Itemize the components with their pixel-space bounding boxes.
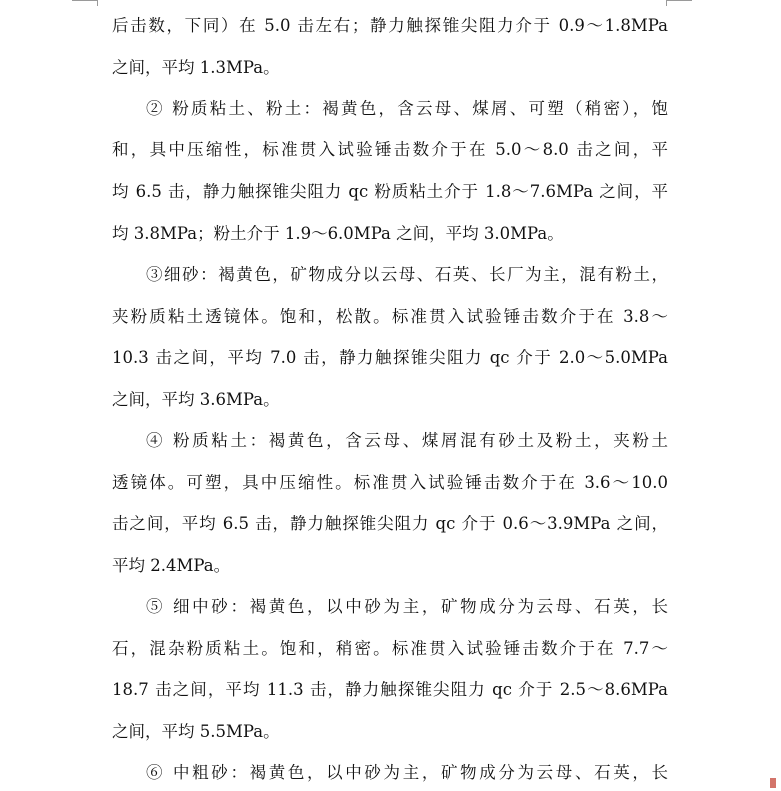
text-line: ④ 粉质粘土：褐黄色，含云母、煤屑混有砂土及粉土，夹粉土 — [146, 431, 668, 450]
text-line: 之间，平均 1.3MPa。 — [112, 58, 280, 77]
text-line: 石，混杂粉质粘土。饱和，稍密。标准贯入试验锤击数介于在 7.7～ — [112, 639, 668, 658]
text-line: 平均 2.4MPa。 — [112, 556, 231, 575]
page-corner-mark-left-vertical — [97, 0, 98, 6]
text-line: 夹粉质粘土透镜体。饱和，松散。标准贯入试验锤击数介于在 3.8～ — [112, 307, 668, 326]
page-corner-mark-left — [72, 0, 98, 1]
text-line: 击之间，平均 6.5 击，静力触探锥尖阻力 qc 介于 0.6～3.9MPa 之间， — [112, 514, 668, 533]
text-line: 18.7 击之间，平均 11.3 击，静力触探锥尖阻力 qc 介于 2.5～8.6MPa — [112, 680, 668, 699]
text-line: ③细砂：褐黄色，矿物成分以云母、石英、长厂为主，混有粉土， — [146, 265, 668, 284]
text-line: 均 6.5 击，静力触探锥尖阻力 qc 粉质粘土介于 1.8～7.6MPa 之间，平 — [112, 182, 668, 201]
text-line: 和，具中压缩性，标准贯入试验锤击数介于在 5.0～8.0 击之间，平 — [112, 140, 668, 159]
text-line: 后击数，下同）在 5.0 击左右；静力触探锥尖阻力介于 0.9～1.8MPa — [112, 16, 668, 35]
text-line: 之间，平均 5.5MPa。 — [112, 722, 280, 741]
page-corner-mark-right — [666, 0, 692, 1]
text-line: ⑤ 细中砂：褐黄色，以中砂为主，矿物成分为云母、石英，长 — [146, 597, 668, 616]
text-line: 之间，平均 3.6MPa。 — [112, 390, 280, 409]
text-line: 均 3.8MPa；粉土介于 1.9～6.0MPa 之间，平均 3.0MPa。 — [112, 224, 564, 243]
text-line: 透镜体。可塑，具中压缩性。标准贯入试验锤击数介于在 3.6～10.0 — [112, 473, 668, 492]
edge-marker — [770, 778, 776, 788]
page-corner-mark-right-vertical — [666, 0, 667, 6]
text-line: ② 粉质粘土、粉土：褐黄色，含云母、煤屑、可塑（稍密），饱 — [146, 99, 668, 118]
text-line: 10.3 击之间，平均 7.0 击，静力触探锥尖阻力 qc 介于 2.0～5.0MPa — [112, 348, 668, 367]
text-line: ⑥ 中粗砂：褐黄色，以中砂为主，矿物成分为云母、石英，长 — [146, 763, 668, 782]
